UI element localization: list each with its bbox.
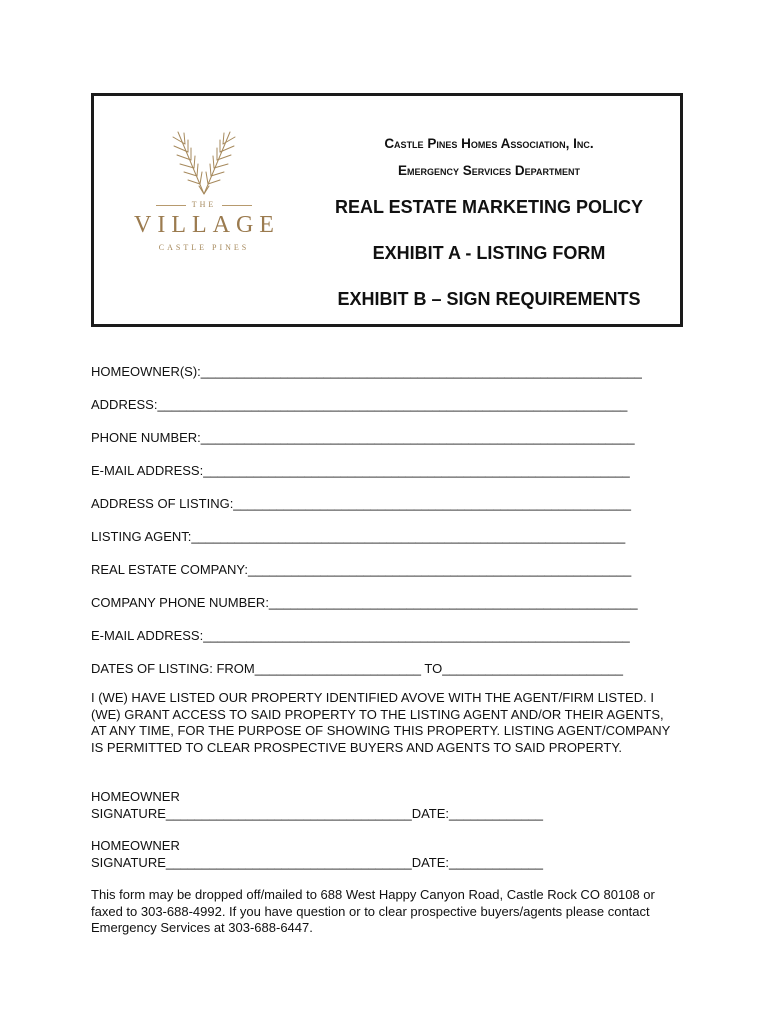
exhibit-b-title: EXHIBIT B – SIGN REQUIREMENTS — [337, 289, 641, 309]
organization-name: Castle Pines Homes Association, Inc. — [384, 136, 594, 151]
access-statement: I (WE) HAVE LISTED OUR PROPERTY IDENTIFIED AVOVE WITH THE AGENT/FIRM LISTED. I (WE) GRANT ACCESS TO SAID PROPERTY TO THE LISTING AGENT AND/OR THEIR AGENTS, AT ANY TIME, FOR THE PURPOSE OF SHOWING THIS PROPERTY. LISTING AGENT/COMPANY IS PERMITTED TO CLEAR PROSPECTIVE BUYERS AND AGENTS TO SAID PROPERTY. — [91, 690, 671, 755]
logo-the-text: THE — [134, 200, 274, 209]
homeowners-field[interactable]: HOMEOWNER(S):_____________________________________________________________ — [91, 364, 642, 379]
pine-branch-icon — [164, 128, 244, 196]
listing-form-fields — [91, 364, 691, 694]
real-estate-company-field[interactable]: REAL ESTATE COMPANY:_____________________________________________________ — [91, 562, 632, 577]
listing-agent-field[interactable]: LISTING AGENT:____________________________________________________________ — [91, 529, 626, 544]
logo-castle-pines-text: CASTLE PINES — [158, 243, 250, 252]
email-address-field[interactable]: E-MAIL ADDRESS:___________________________________________________________ — [91, 463, 630, 478]
signature-line[interactable]: SIGNATURE__________________________________DATE:_____________ — [91, 854, 544, 870]
policy-title: REAL ESTATE MARKETING POLICY — [334, 197, 643, 217]
signature-label: HOMEOWNER — [91, 789, 180, 804]
department-name: Emergency Services Department — [398, 163, 580, 178]
signature-line[interactable]: SIGNATURE__________________________________DATE:_____________ — [91, 805, 544, 821]
exhibit-a-title: EXHIBIT A - LISTING FORM — [372, 243, 606, 263]
homeowner-signature-block[interactable] — [91, 838, 543, 871]
company-phone-number-field[interactable]: COMPANY PHONE NUMBER:___________________________________________________ — [91, 595, 638, 610]
phone-number-field[interactable]: PHONE NUMBER:____________________________________________________________ — [91, 430, 635, 445]
agent-email-address-field[interactable]: E-MAIL ADDRESS:___________________________________________________________ — [91, 628, 630, 643]
village-logo — [134, 128, 280, 258]
footer-instructions: This form may be dropped off/mailed to 688 West Happy Canyon Road, Castle Rock CO 80108 or faxed to 303-688-4992. If you have question or to clear prospective buyers/agents please contact Emergency Services at 303-688-6447. — [91, 887, 655, 935]
logo-village-text: VILLAGE — [134, 212, 280, 238]
signature-label: HOMEOWNER — [91, 838, 180, 853]
dates-of-listing-field[interactable]: DATES OF LISTING: FROM_______________________ TO_________________________ — [91, 661, 623, 676]
header-box — [91, 93, 683, 327]
address-field[interactable]: ADDRESS:_________________________________________________________________ — [91, 397, 628, 412]
address-of-listing-field[interactable]: ADDRESS OF LISTING:_______________________________________________________ — [91, 496, 631, 511]
homeowner-signature-block[interactable] — [91, 789, 543, 822]
